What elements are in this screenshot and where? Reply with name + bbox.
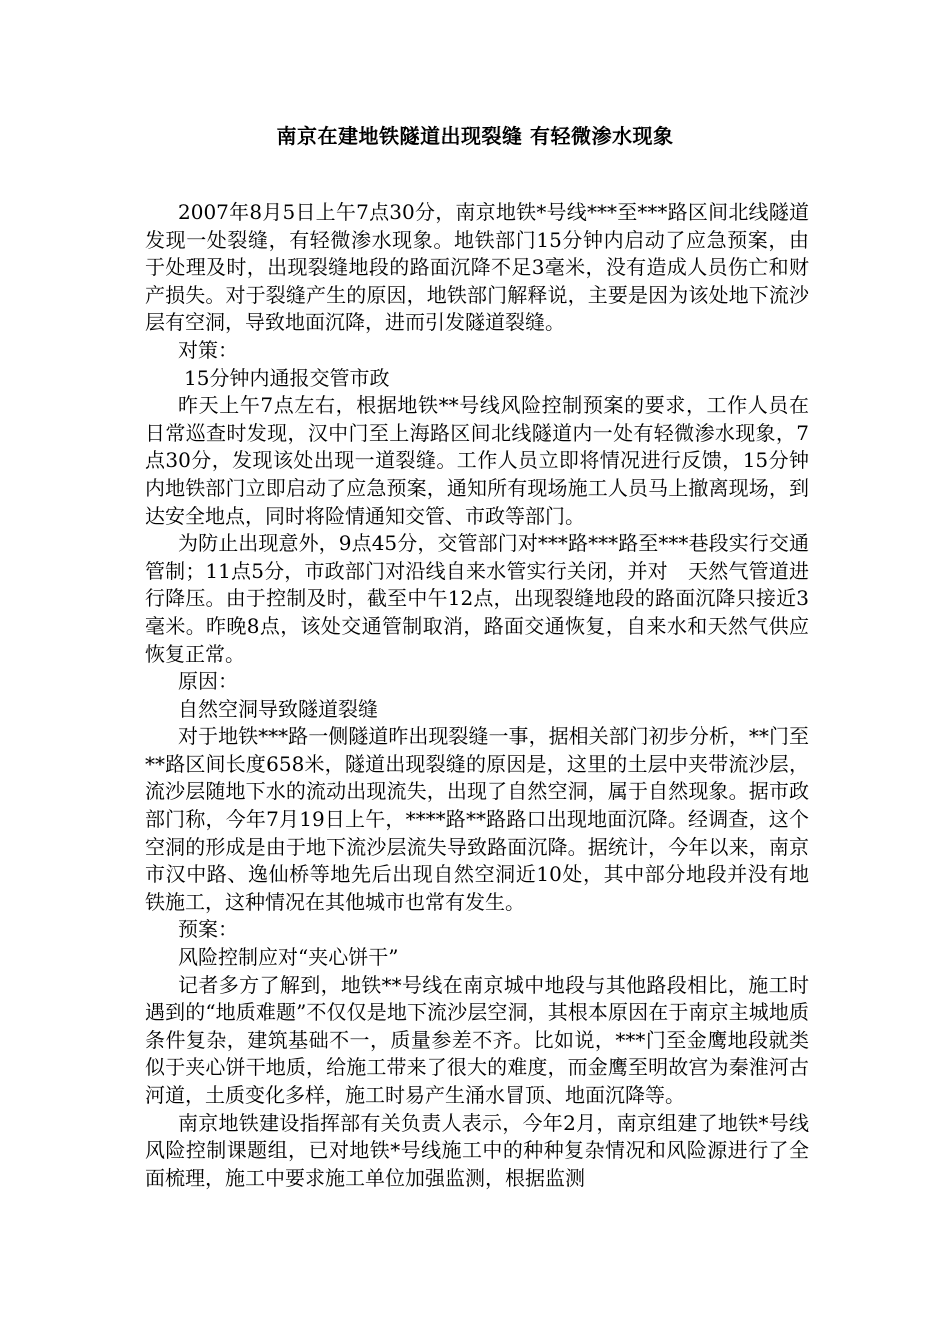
section-label-plan: 预案： (178, 917, 238, 942)
section-subheading-notification: 15分钟内通报交管市政 (184, 365, 390, 390)
paragraph-incident-summary: 2007年8月5日上午7点30分，南京地铁*号线***至***路区间北线隧道发现一处裂缝，有轻微渗水现象。地铁部门15分钟内启动了应急预案，由于处理及时，出现裂缝地段的路面沉降不足3毫米，没有造成人员伤亡和财产损失。对于裂缝产生的原因，地铁部门解释说，主要是因为该处地下流沙层有空洞，导致地面沉降，进而引发隧道裂缝。 (145, 200, 809, 335)
document-title: 南京在建地铁隧道出现裂缝 有轻微渗水现象 (276, 124, 674, 148)
section-label-countermeasures: 对策： (178, 337, 238, 362)
section-subheading-risk-control: 风险控制应对“夹心饼干” (178, 945, 399, 970)
paragraph-discovery: 昨天上午7点左右，根据地铁**号线风险控制预案的要求，工作人员在日常巡查时发现，汉中门至上海路区间北线隧道内一处有轻微渗水现象，7点30分，发现该处出现一道裂缝。工作人员立即将情况进行反馈，15分钟内地铁部门立即启动了应急预案，通知所有现场施工人员马上撤离现场，到达安全地点，同时将险情通知交管、市政等部门。 (145, 393, 809, 528)
section-label-cause: 原因： (178, 669, 238, 694)
section-subheading-natural-cavity: 自然空洞导致隧道裂缝 (178, 696, 378, 721)
paragraph-traffic-control: 为防止出现意外，9点45分，交管部门对***路***路至***巷段实行交通管制；11点5分，市政部门对沿线自来水管实行关闭，并对 天然气管道进行降压。由于控制及时，截至中午12点，出现裂缝地段的路面沉降只接近3毫米。昨晚8点，该处交通管制取消，路面交通恢复，自来水和天然气供应恢复正常。 (145, 531, 809, 666)
paragraph-cause-analysis: 对于地铁***路一侧隧道昨出现裂缝一事，据相关部门初步分析，**门至**路区间长度658米，隧道出现裂缝的原因是，这里的土层中夹带流沙层，流沙层随地下水的流动出现流失，出现了自然空洞，属于自然现象。据市政部门称，今年7月19日上午，****路**路路口出现地面沉降。经调查，这个空洞的形成是由于地下流沙层流失导致路面沉降。据统计，今年以来，南京市汉中路、逸仙桥等地先后出现自然空洞近10处，其中部分地段并没有地铁施工，这种情况在其他城市也常有发生。 (145, 724, 809, 914)
paragraph-risk-task-force: 南京地铁建设指挥部有关负责人表示，今年2月，南京组建了地铁*号线风险控制课题组，已对地铁*号线施工中的种种复杂情况和风险源进行了全面梳理，施工中要求施工单位加强监测，根据监测 (145, 1110, 809, 1190)
paragraph-geology: 记者多方了解到，地铁**号线在南京城中地段与其他路段相比，施工时遇到的“地质难题”不仅仅是地下流沙层空洞，其根本原因在于南京主城地质条件复杂，建筑基础不一，质量参差不齐。比如说，***门至金鹰地段就类似于夹心饼干地质，给施工带来了很大的难度，而金鹰至明故宫为秦淮河古河道，土质变化多样，施工时易产生涌水冒顶、地面沉降等。 (145, 972, 809, 1107)
document-body (145, 199, 809, 1192)
